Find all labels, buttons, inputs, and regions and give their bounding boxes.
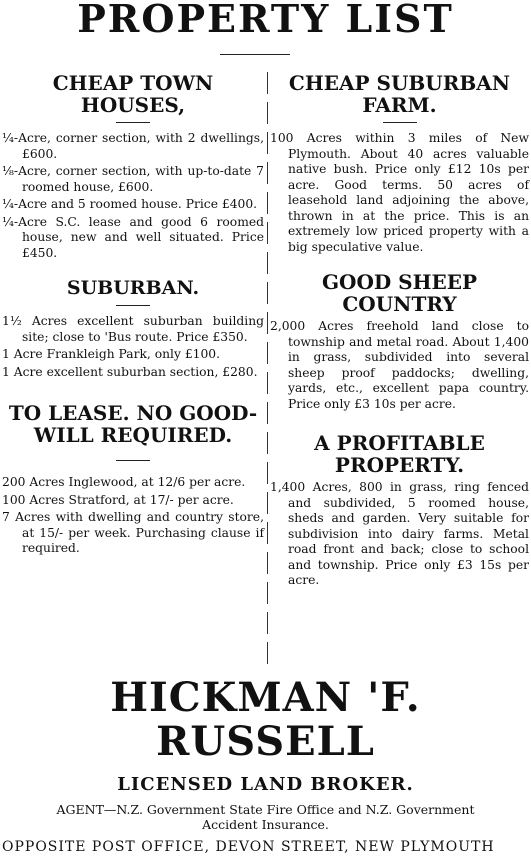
list-item: ¼-Acre and 5 roomed house. Price £400. (2, 197, 258, 211)
sheep-country-heading: GOOD SHEEP COUNTRY (321, 270, 478, 316)
divider (383, 122, 417, 123)
town-houses-heading: CHEAP TOWN HOUSES, (52, 71, 214, 117)
footer (0, 676, 531, 856)
list-item: ¼-Acre, corner section, with 2 dwellings, £600. (2, 131, 264, 161)
listing-text: 2,000 Acres freehold land close to township and metal road. About 1,400 in grass, subdivided into several sheep proof paddocks; dwelling, yards, etc., excellent papa country. Price only £3 10s per acre. (270, 319, 529, 411)
broker-name: HICKMAN 'F. RUSSELL (110, 674, 421, 765)
page-title: PROPERTY LIST (77, 0, 454, 41)
list-item: 1 Acre Frankleigh Park, only £100. (2, 347, 221, 361)
left-column (2, 70, 264, 559)
address: OPPOSITE POST OFFICE, DEVON STREET, NEW PLYMOUTH (2, 839, 495, 855)
divider (116, 122, 150, 123)
list-item: 1½ Acres excellent suburban building site; close to 'Bus route. Price £350. (2, 314, 264, 344)
list-item: 100 Acres Stratford, at 17/- per acre. (2, 492, 234, 507)
title-rule (220, 54, 290, 55)
column-divider (267, 72, 268, 672)
listing-text: 1,400 Acres, 800 in grass, ring fenced and subdivided, 5 roomed house, sheds and garden. Very suitable for subdivision into dairy farms. Metal road front and back; close to school and township. Price only £3 15s per acre. (270, 480, 529, 587)
suburban-heading: SUBURBAN. (66, 277, 200, 299)
divider (116, 460, 150, 461)
list-item: ⅛-Acre, corner section, with up-to-date 7 roomed house, £600. (2, 164, 264, 194)
suburban-farm-heading: CHEAP SUBURBAN FARM. (288, 71, 511, 117)
divider (116, 305, 150, 306)
agent-line: AGENT—N.Z. Government State Fire Office and N.Z. Government (56, 802, 475, 817)
lease-heading: TO LEASE. NO GOOD-WILL REQUIRED. (8, 401, 258, 447)
list-item: 1 Acre excellent suburban section, £280. (2, 364, 258, 379)
profitable-property-heading: A PROFITABLE PROPERTY. (314, 431, 485, 477)
listing-text: 100 Acres within 3 miles of New Plymouth. About 40 acres valuable native bush. Price only £12 10s per acre. Good terms. 50 acres of leasehold land adjoining the above, thrown in at the price. This is an extremely low priced property with a big speculative value. (270, 131, 529, 254)
broker-role: LICENSED LAND BROKER. (117, 774, 414, 795)
list-item: ¼-Acre S.C. lease and good 6 roomed house, new and well situated. Price £450. (2, 214, 264, 260)
list-item: 200 Acres Inglewood, at 12/6 per acre. (2, 475, 246, 489)
agent-line-2: Accident Insurance. (202, 817, 329, 832)
list-item: 7 Acres with dwelling and country store, at 15/- per week. Purchasing clause if required. (2, 510, 264, 555)
right-column (270, 70, 529, 591)
